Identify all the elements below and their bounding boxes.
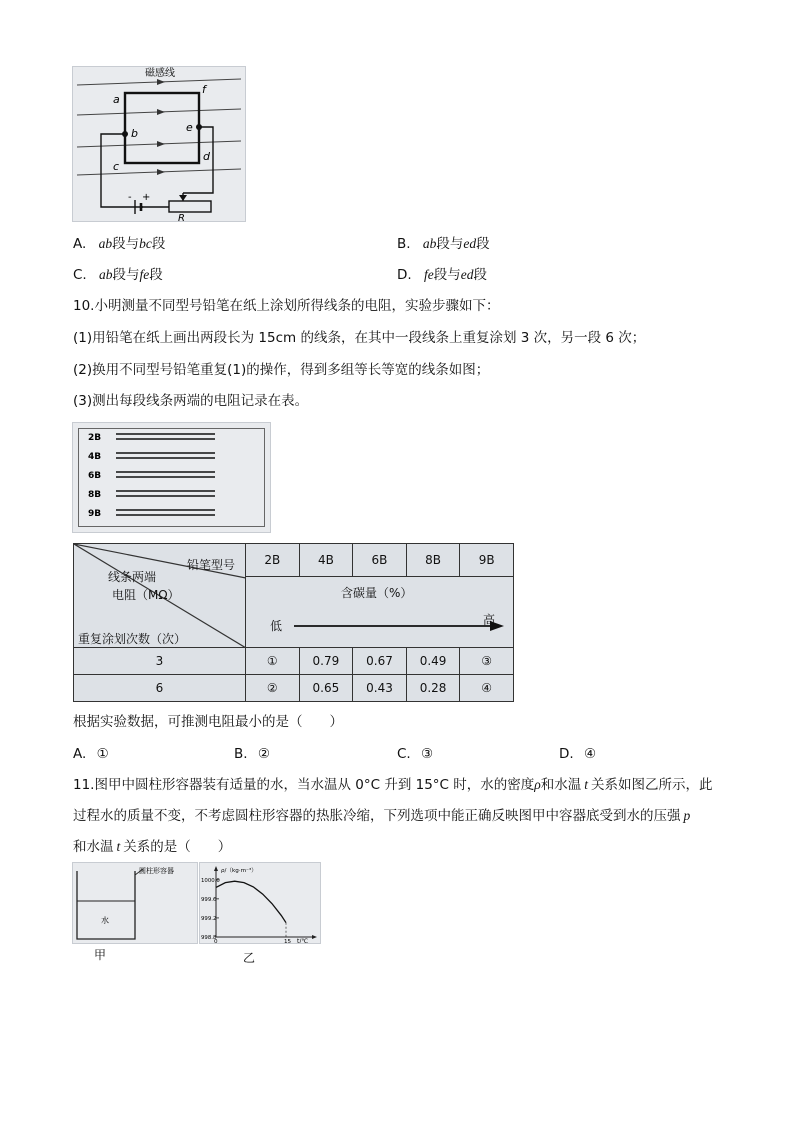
- container-figure: [72, 862, 198, 944]
- col-header-6b: 6B: [353, 544, 407, 577]
- density-chart: [199, 862, 321, 944]
- corner-resistance-label-2: 电阻（MΩ）: [112, 588, 180, 602]
- q9-option-b[interactable]: B. ab段与ed段: [397, 236, 490, 252]
- table-row: 6 ② 0.65 0.43 0.28 ④: [74, 675, 514, 702]
- pencil-lines-figure: [72, 422, 271, 533]
- point-b-label: b: [131, 127, 138, 140]
- q9-option-d[interactable]: D. fe段与ed段: [397, 267, 487, 283]
- chart-ylabel: ρ/（kg·m⁻³）: [221, 868, 257, 874]
- point-a-label: a: [113, 93, 120, 106]
- resistor-label: R: [178, 213, 185, 221]
- col-header-2b: 2B: [246, 544, 300, 577]
- figure-jia-caption: 甲: [94, 948, 107, 962]
- corner-count-label: 重复涂划次数（次）: [78, 632, 187, 646]
- pencil-label-6b: 6B: [88, 471, 102, 481]
- x-tick-label: 0: [214, 939, 218, 943]
- point-c-label: c: [113, 160, 120, 173]
- col-header-4b: 4B: [299, 544, 353, 577]
- carbon-content-cell: [246, 577, 514, 648]
- x-tick-label: 15: [284, 939, 292, 943]
- battery-plus-label: +: [142, 192, 151, 203]
- series-line-density: [216, 881, 286, 922]
- y-tick-label: 1000.0: [201, 877, 220, 884]
- table-corner-cell: [74, 544, 246, 648]
- q11-line-2: 过程水的质量不变，不考虑圆柱形容器的热胀冷缩，下列选项中能正确反映图甲中容器底受到水的压强 p: [73, 808, 691, 824]
- col-header-8b: 8B: [406, 544, 460, 577]
- q10-step-1: (1)用铅笔在纸上画出两段长为 15cm 的线条，在其中一段线条上重复涂划 3 次，另一段 6 次；: [73, 330, 646, 346]
- q10-option-c[interactable]: C. ③: [397, 746, 434, 762]
- y-tick-label: 999.2: [201, 915, 217, 922]
- y-tick-label: 999.6: [201, 896, 217, 903]
- battery-minus-label: -: [128, 192, 132, 203]
- q11-line-1: 11.图甲中圆柱形容器装有适量的水，当水温从 0°C 升到 15°C 时，水的密度ρ和水温 t 关系如图乙所示，此: [73, 777, 713, 793]
- q10-stem: 10.小明测量不同型号铅笔在纸上涂划所得线条的电阻，实验步骤如下：: [73, 298, 500, 314]
- water-label: 水: [101, 916, 109, 925]
- q9-option-c[interactable]: C. ab段与fe段: [73, 267, 163, 283]
- y-tick-label: 998.8: [201, 935, 217, 941]
- field-line-label: 磁感线: [145, 68, 175, 79]
- carbon-low-label: 低: [270, 619, 283, 633]
- chart-xlabel: t/℃: [297, 938, 309, 943]
- corner-pencil-label: 铅笔型号: [186, 558, 235, 572]
- point-e-label: e: [186, 121, 193, 134]
- pencil-label-8b: 8B: [88, 490, 102, 500]
- q10-option-b[interactable]: B. ②: [234, 746, 270, 762]
- resistance-table: [73, 543, 514, 702]
- q10-step-3: (3)测出每段线条两端的电阻记录在表。: [73, 393, 309, 409]
- magnetic-field-figure: [72, 66, 246, 222]
- q10-option-a[interactable]: A. ①: [73, 746, 109, 762]
- pencil-label-2b: 2B: [88, 433, 102, 443]
- table-row: 3 ① 0.79 0.67 0.49 ③: [74, 648, 514, 675]
- point-f-label: f: [202, 83, 206, 96]
- carbon-high-label: 高: [482, 613, 495, 627]
- pencil-label-9b: 9B: [88, 509, 102, 519]
- container-label: 圆柱形容器: [139, 867, 174, 875]
- figure-yi-caption: 乙: [243, 951, 256, 965]
- corner-resistance-label-1: 线条两端: [108, 570, 157, 584]
- q10-question: 根据实验数据，可推测电阻最小的是（ ）: [73, 714, 343, 730]
- col-header-9b: 9B: [460, 544, 514, 577]
- point-d-label: d: [203, 150, 210, 163]
- q10-step-2: (2)换用不同型号铅笔重复(1)的操作，得到多组等长等宽的线条如图；: [73, 362, 490, 378]
- pencil-label-4b: 4B: [88, 452, 102, 462]
- q9-option-a[interactable]: A. ab段与bc段: [73, 236, 166, 252]
- q10-option-d[interactable]: D. ④: [559, 746, 597, 762]
- q11-line-3: 和水温 t 关系的是（ ）: [73, 839, 232, 855]
- carbon-content-label: 含碳量（%）: [341, 586, 413, 600]
